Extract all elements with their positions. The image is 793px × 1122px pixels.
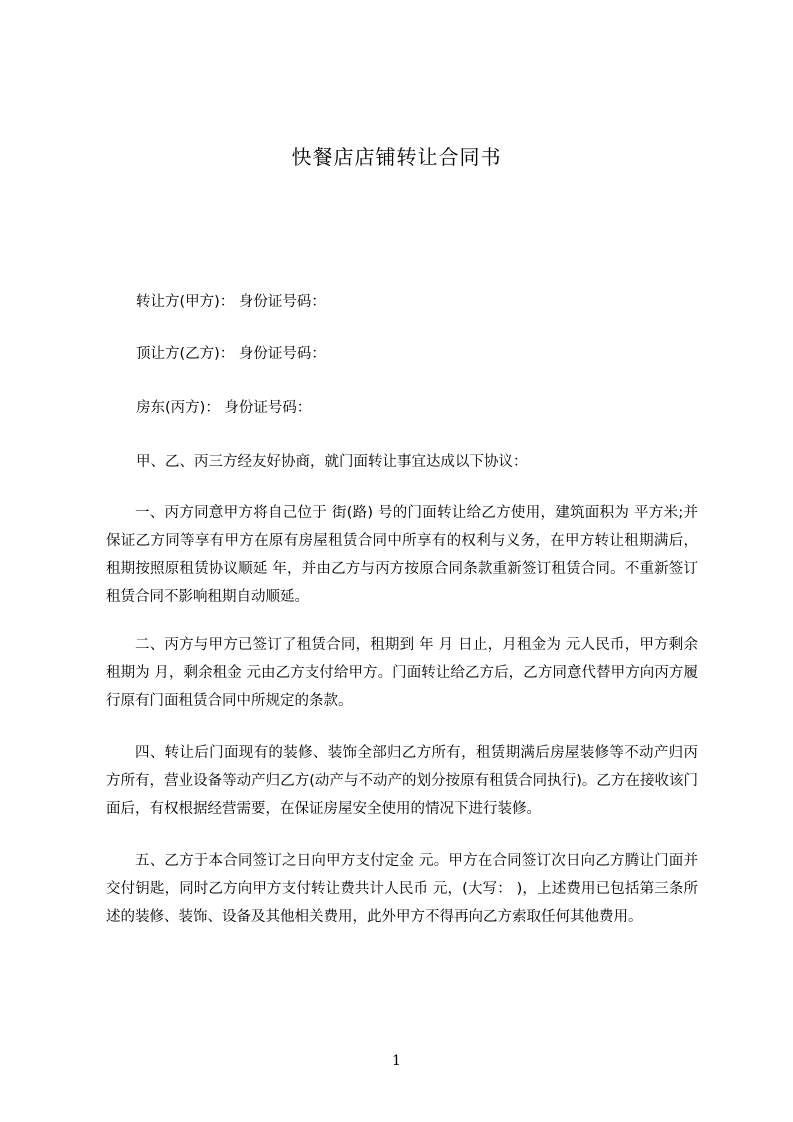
clause-2: 二、丙方与甲方已签订了租赁合同，租期到 年 月 日止，月租金为 元人民币，甲方剩余租期为 月，剩余租金 元由乙方支付给甲方。门面转让给乙方后，乙方同意代替甲方向丙方履行原有门面租赁合同中所规定的条款。 <box>106 637 698 709</box>
page-number: 1 <box>392 1053 401 1069</box>
clause-4: 四、转让后门面现有的装修、装饰全部归乙方所有，租赁期满后房屋装修等不动产归丙方所有，营业设备等动产归乙方(动产与不动产的划分按原有租赁合同执行)。乙方在接收该门面后，有权根据经营需要，在保证房屋安全使用的情况下进行装修。 <box>106 745 698 817</box>
party-c-line: 房东(丙方)： 身份证号码： <box>136 400 312 416</box>
clause-1: 一、丙方同意甲方将自己位于 街(路) 号的门面转让给乙方使用，建筑面积为 平方米;并保证乙方同等享有甲方在原有房屋租赁合同中所享有的权利与义务，在甲方转让租期满后，租期按照原租赁协议顺延 年，并由乙方与丙方按原合同条款重新签订租赁合同。不重新签订租赁合同不影响租期自动顺延。 <box>106 505 698 605</box>
intro-paragraph: 甲、乙、丙三方经友好协商，就门面转让事宜达成以下协议： <box>136 454 528 470</box>
clause-5: 五、乙方于本合同签订之日向甲方支付定金 元。甲方在合同签订次日向乙方腾让门面并交付钥匙，同时乙方向甲方支付转让费共计人民币 元，(大写： )，上述费用已包括第三条所述的装修、装饰、设备及其他相关费用，此外甲方不得再向乙方索取任何其他费用。 <box>106 853 698 925</box>
document-title: 快餐店店铺转让合同书 <box>291 145 502 169</box>
party-a-line: 转让方(甲方)： 身份证号码： <box>136 294 326 310</box>
party-b-line: 顶让方(乙方)： 身份证号码： <box>136 346 326 362</box>
